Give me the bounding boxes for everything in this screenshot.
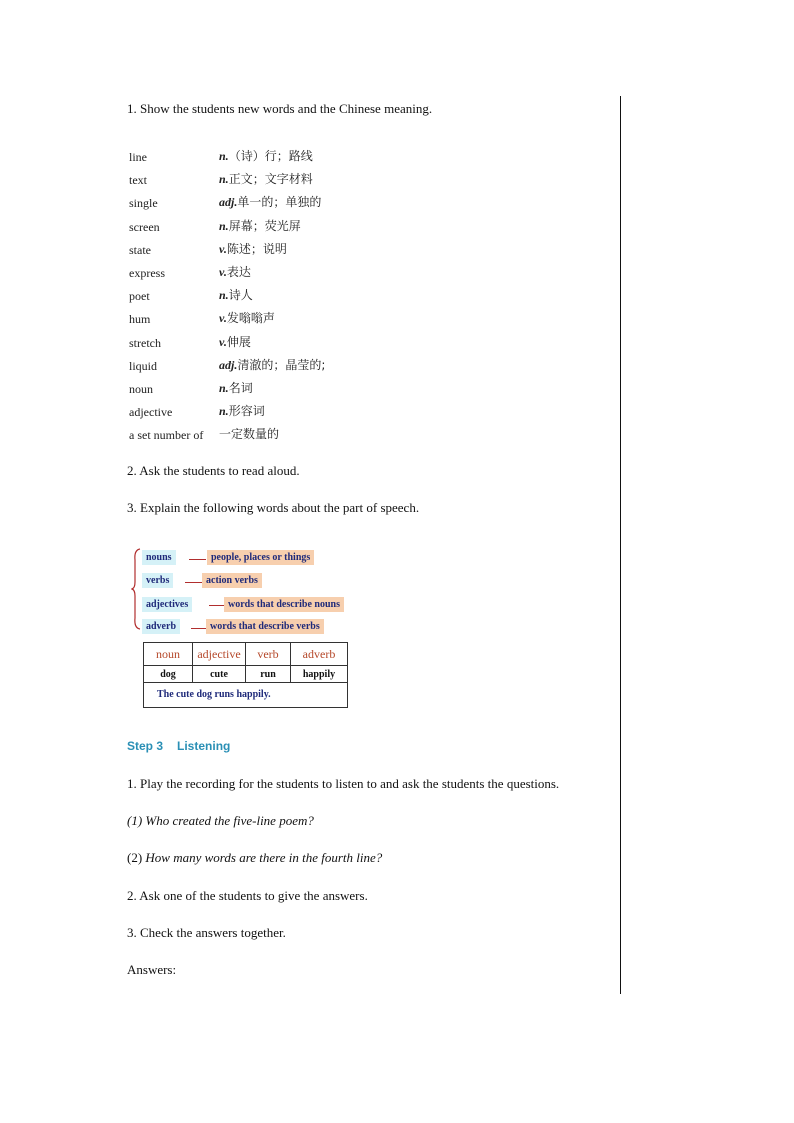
vocab-meaning: v.陈述；说明 [219,241,287,256]
vocab-row [129,309,429,332]
vocab-row [129,333,429,356]
example-sentence: The cute dog runs happily. [157,689,271,700]
question-2: (2) How many words are there in the fourth line? [127,850,383,865]
vocab-meaning: n.正文；文字材料 [219,172,313,187]
vocab-word: liquid [129,358,158,373]
question-1: (1) Who created the five-line poem? [127,813,314,828]
vocab-word: express [129,265,165,280]
connector-line [191,628,207,629]
pos-term: nouns [142,550,176,565]
vocab-row [129,217,429,240]
vocab-word: adjective [129,405,173,420]
vocab-word: line [129,150,147,164]
vocab-word: screen [129,219,160,234]
vocab-meaning: n.屏幕；荧光屏 [219,218,301,233]
table-cell: happily [291,666,348,683]
table-header: adjective [193,643,246,666]
connector-line [189,559,206,560]
vocab-row [129,170,429,193]
vocab-word: state [129,242,151,257]
vocab-row [129,356,429,379]
vocab-word: text [129,173,147,188]
intro-instruction: 1. Show the students new words and the Chinese meaning. [127,101,433,116]
table-header: verb [246,643,291,666]
vocab-meaning: adj.清澈的；晶莹的; [219,357,326,372]
vocab-row [129,240,429,263]
vocab-word: single [129,196,158,211]
pos-term: verbs [142,573,173,588]
table-border-line [620,96,621,994]
step-number: Step 3 [127,739,164,753]
vocab-word: a set number of [129,428,204,443]
pos-description: people, places or things [207,550,314,565]
vocab-meaning: v.表达 [219,264,251,279]
listening-instruction: 1. Play the recording for the students to listen to and ask the students the questions. [127,776,560,791]
vocab-meaning: 一定数量的 [219,427,280,442]
vocab-row [129,402,429,425]
answers-label: Answers: [127,962,177,977]
read-aloud-instruction: 2. Ask the students to read aloud. [127,463,300,478]
vocabulary-list [129,147,429,448]
pos-description: words that describe verbs [206,619,324,634]
vocab-row [129,263,429,286]
vocab-row [129,193,429,216]
vocab-word: hum [129,312,151,327]
step-title: Listening [177,739,231,753]
vocab-row [129,425,429,448]
vocab-row [129,147,429,170]
vocab-word: poet [129,289,150,304]
vocab-meaning: adj.单一的；单独的 [219,195,322,210]
brace-icon [131,548,141,630]
vocab-meaning: v.伸展 [219,334,251,349]
vocab-meaning: n.（诗）行；路线 [219,149,313,163]
connector-line [185,582,202,583]
pos-description: action verbs [202,573,262,588]
connector-line [209,605,225,606]
pos-description: words that describe nouns [224,597,344,612]
table-cell: run [246,666,291,683]
step3-heading [127,739,244,753]
pos-term: adverb [142,619,180,634]
vocab-meaning: n.形容词 [219,404,265,419]
vocab-word: noun [129,381,153,396]
pos-term: adjectives [142,597,192,612]
check-instruction: 3. Check the answers together. [127,925,286,940]
vocab-word: stretch [129,335,161,350]
vocab-meaning: n.名词 [219,380,253,395]
explain-instruction: 3. Explain the following words about the part of speech. [127,500,420,515]
table-header: noun [144,643,193,666]
table-header: adverb [291,643,348,666]
answer-instruction: 2. Ask one of the students to give the answers. [127,888,368,903]
vocab-row [129,379,429,402]
vocab-meaning: v.发嗡嗡声 [219,311,275,326]
vocab-meaning: n.诗人 [219,288,253,303]
table-cell: dog [144,666,193,683]
vocab-row [129,286,429,309]
table-cell: cute [193,666,246,683]
